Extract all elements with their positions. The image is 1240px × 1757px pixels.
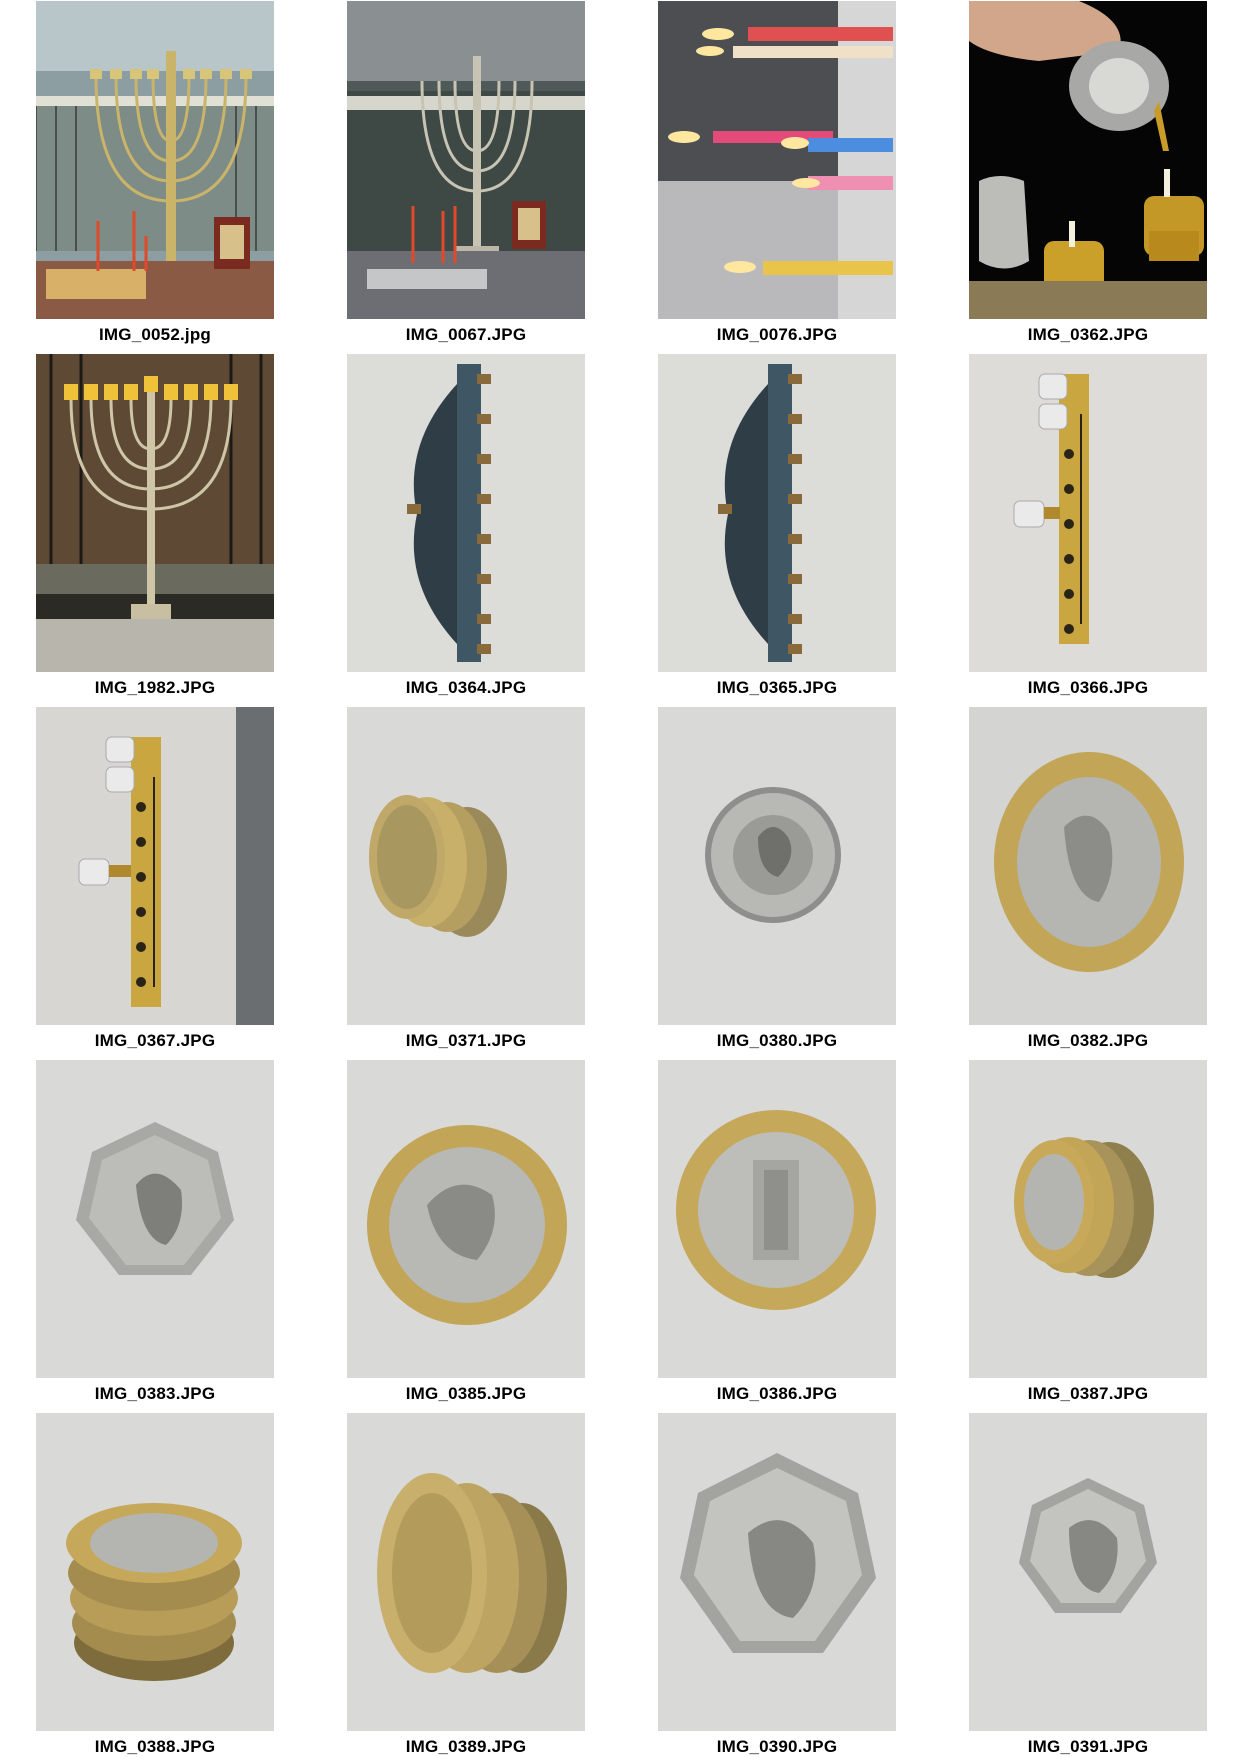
photo-thumbnail[interactable]	[347, 1413, 585, 1731]
photo-cell[interactable]	[658, 707, 896, 1050]
photo-filename: IMG_0367.JPG	[94, 1031, 216, 1050]
photo-thumbnail[interactable]	[969, 1060, 1207, 1378]
photo-cell[interactable]	[969, 1413, 1207, 1756]
photo-cell[interactable]	[969, 354, 1207, 697]
photo-thumbnail[interactable]	[347, 1, 585, 319]
photo-filename: IMG_0364.JPG	[405, 678, 527, 697]
photo-thumbnail[interactable]	[658, 1060, 896, 1378]
photo-filename: IMG_0385.JPG	[405, 1384, 527, 1403]
photo-thumbnail[interactable]	[36, 354, 274, 672]
photo-cell[interactable]	[36, 1413, 274, 1756]
photo-cell[interactable]	[969, 707, 1207, 1050]
photo-filename: IMG_0366.JPG	[1027, 678, 1149, 697]
photo-cell[interactable]	[969, 1, 1207, 344]
photo-cell[interactable]	[36, 1, 274, 344]
photo-filename: IMG_0390.JPG	[716, 1737, 838, 1756]
photo-filename: IMG_1982.JPG	[94, 678, 216, 697]
photo-filename: IMG_0389.JPG	[405, 1737, 527, 1756]
coin-stack-image	[36, 1413, 274, 1731]
photo-thumbnail[interactable]	[969, 1, 1207, 319]
photo-thumbnail[interactable]	[658, 1, 896, 319]
photo-thumbnail[interactable]	[347, 354, 585, 672]
photo-thumbnail[interactable]	[347, 707, 585, 1025]
bimetal-stack-image	[969, 1060, 1207, 1378]
photo-thumbnail[interactable]	[658, 1413, 896, 1731]
photo-thumbnail[interactable]	[36, 1, 274, 319]
photo-cell[interactable]	[969, 1060, 1207, 1403]
dark-menorah-image	[658, 354, 896, 672]
photo-cell[interactable]	[347, 1, 585, 344]
dark-menorah-image	[347, 354, 585, 672]
bimetal-coin-image	[969, 707, 1207, 1025]
silver-coin-image	[658, 707, 896, 1025]
photo-cell[interactable]	[658, 1413, 896, 1756]
bimetal-coin-image	[347, 1060, 585, 1378]
photo-filename: IMG_0362.JPG	[1027, 325, 1149, 344]
candles-image	[658, 1, 896, 319]
photo-thumbnail[interactable]	[658, 707, 896, 1025]
photo-thumbnail[interactable]	[969, 1413, 1207, 1731]
photo-cell[interactable]	[36, 707, 274, 1050]
coin-stack-image	[347, 707, 585, 1025]
photo-cell[interactable]	[36, 354, 274, 697]
photo-thumbnail[interactable]	[36, 1413, 274, 1731]
photo-cell[interactable]	[347, 1060, 585, 1403]
photo-filename: IMG_0380.JPG	[716, 1031, 838, 1050]
menorah-image	[36, 354, 274, 672]
photo-filename: IMG_0052.jpg	[99, 325, 211, 344]
photo-filename: IMG_0387.JPG	[1027, 1384, 1149, 1403]
photo-thumbnail[interactable]	[969, 354, 1207, 672]
photo-thumbnail[interactable]	[347, 1060, 585, 1378]
photo-filename: IMG_0388.JPG	[94, 1737, 216, 1756]
heptagon-coin-image	[658, 1413, 896, 1731]
photo-thumbnail[interactable]	[36, 1060, 274, 1378]
photo-filename: IMG_0391.JPG	[1027, 1737, 1149, 1756]
photo-cell[interactable]	[658, 1060, 896, 1403]
photo-filename: IMG_0382.JPG	[1027, 1031, 1149, 1050]
photo-cell[interactable]	[347, 1413, 585, 1756]
bimetal-coin-1807-image	[658, 1060, 896, 1378]
photo-filename: IMG_0371.JPG	[405, 1031, 527, 1050]
oil-pouring-image	[969, 1, 1207, 319]
gold-menorah-image	[969, 354, 1207, 672]
photo-filename: IMG_0067.JPG	[405, 325, 527, 344]
heptagon-coin-image	[969, 1413, 1207, 1731]
photo-cell[interactable]	[347, 354, 585, 697]
photo-filename: IMG_0365.JPG	[716, 678, 838, 697]
photo-thumbnail[interactable]	[969, 707, 1207, 1025]
photo-cell[interactable]	[347, 707, 585, 1050]
gold-coin-stack-image	[347, 1413, 585, 1731]
photo-thumbnail[interactable]	[36, 707, 274, 1025]
photo-cell[interactable]	[658, 354, 896, 697]
photo-filename: IMG_0386.JPG	[716, 1384, 838, 1403]
photo-filename: IMG_0383.JPG	[94, 1384, 216, 1403]
menorah-image	[36, 1, 274, 319]
photo-cell[interactable]	[36, 1060, 274, 1403]
photo-filename: IMG_0076.JPG	[716, 325, 838, 344]
heptagon-coin-image	[36, 1060, 274, 1378]
gold-menorah-image	[36, 707, 274, 1025]
photo-thumbnail[interactable]	[658, 354, 896, 672]
photo-cell[interactable]	[658, 1, 896, 344]
menorah-image	[347, 1, 585, 319]
